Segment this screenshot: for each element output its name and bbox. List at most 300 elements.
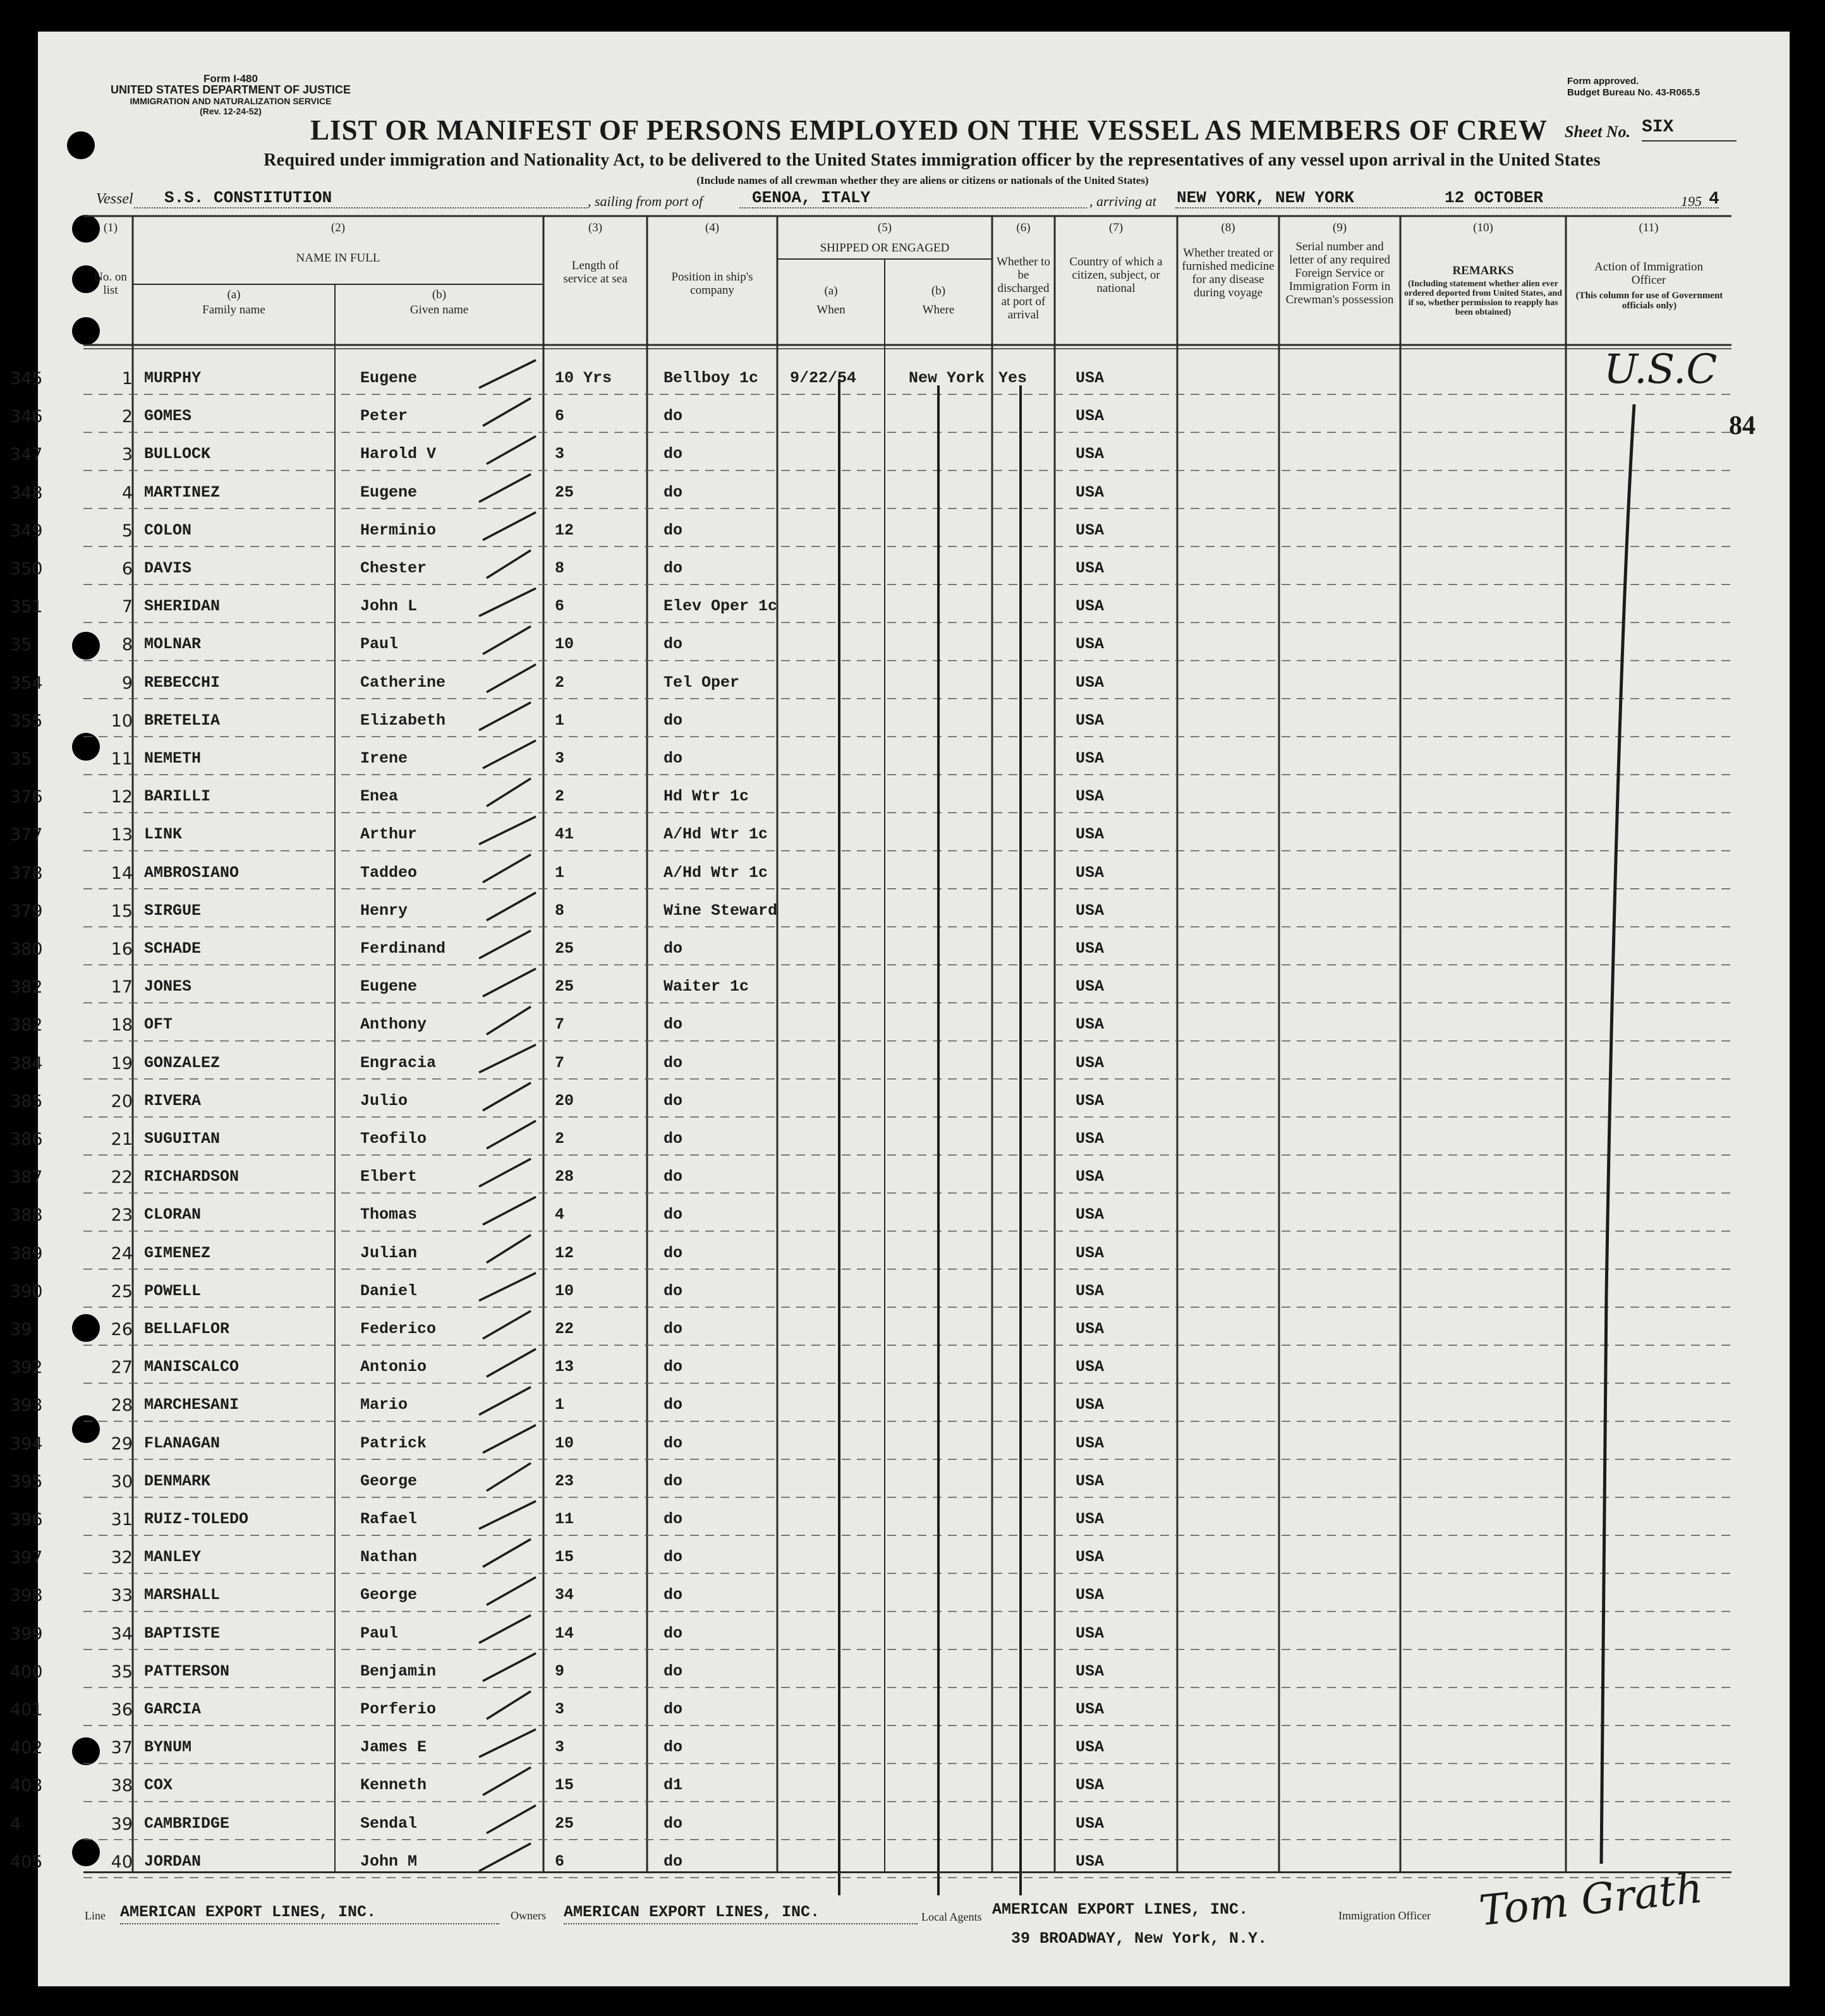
check-mark <box>483 1425 536 1453</box>
country: USA <box>1076 1852 1105 1871</box>
family-name: MOLNAR <box>144 635 202 654</box>
given-name: Paul <box>360 1624 399 1643</box>
row-number: 19 <box>111 1053 133 1073</box>
given-name: Elbert <box>360 1168 418 1186</box>
position: do <box>664 1548 683 1567</box>
col4-number: (4) <box>705 221 720 234</box>
position: A/Hd Wtr 1c <box>664 825 768 844</box>
service-length: 8 <box>555 901 565 920</box>
position: do <box>664 1396 683 1415</box>
line-label: Line <box>85 1909 106 1922</box>
agents-address: 39 BROADWAY, New York, N.Y. <box>1011 1929 1268 1948</box>
family-name: FLANAGAN <box>144 1434 221 1452</box>
form-note: (Include names of all crewman whether they are aliens or citizens or nationals of the United States) <box>696 174 1149 186</box>
service-length: 3 <box>555 1700 565 1718</box>
sailing-label: , sailing from port of <box>588 193 703 209</box>
family-name: PATTERSON <box>144 1662 230 1681</box>
given-name: Catherine <box>360 673 446 692</box>
page-number: 405 <box>10 1852 43 1872</box>
check-mark <box>487 1806 536 1833</box>
col6-number: (6) <box>1016 221 1031 234</box>
family-name: JONES <box>144 977 192 996</box>
check-mark <box>487 1577 536 1605</box>
service-length: 2 <box>555 1130 565 1148</box>
margin-number: 84 <box>1729 411 1755 440</box>
service-length: 12 <box>555 1243 574 1262</box>
check-mark <box>479 1844 531 1871</box>
col10-note: (Including statement whether alien ever ordered deported from United States, and if so, whether permission to reapply has been obtained) <box>1404 279 1562 317</box>
revision: (Rev. 12-24-52) <box>200 106 262 116</box>
col10-label: REMARKS <box>1452 264 1514 277</box>
position: do <box>664 1852 683 1871</box>
page-number: 348 <box>10 483 43 503</box>
row-number: 16 <box>111 939 133 959</box>
country: USA <box>1076 825 1105 844</box>
service-name: IMMIGRATION AND NATURALIZATION SERVICE <box>130 96 332 106</box>
page-number: 403 <box>10 1776 43 1796</box>
col9-label: Serial number and letter of any required Foreign Service or Immigration Form in Crewman's possession <box>1285 240 1394 306</box>
position: Hd Wtr 1c <box>664 787 749 806</box>
country: USA <box>1076 749 1105 768</box>
row-number: 35 <box>111 1662 133 1682</box>
page-number: 389 <box>10 1243 43 1264</box>
position: do <box>664 1168 683 1186</box>
col7-label: Country of which a citizen, subject, or national <box>1069 255 1163 295</box>
position: do <box>664 939 683 958</box>
page-number: 388 <box>10 1205 43 1226</box>
line-value: AMERICAN EXPORT LINES, INC. <box>120 1903 377 1921</box>
page-number: 35 <box>10 749 32 769</box>
row-number: 36 <box>111 1700 133 1720</box>
row-number: 13 <box>111 825 133 845</box>
family-name: REBECCHI <box>144 673 221 692</box>
check-mark <box>483 1539 531 1567</box>
discharged: Yes <box>998 369 1028 387</box>
check-mark <box>483 626 531 654</box>
country: USA <box>1076 673 1105 692</box>
given-name: George <box>360 1586 418 1605</box>
row-number: 27 <box>111 1358 133 1378</box>
given-name: Peter <box>360 407 408 426</box>
country: USA <box>1076 787 1105 806</box>
col11-note: (This column for use of Government officials only) <box>1575 291 1723 311</box>
position: do <box>664 1624 683 1643</box>
family-name: CLORAN <box>144 1205 202 1224</box>
col1-label: No. on list <box>94 270 127 297</box>
given-name: Porferio <box>360 1700 437 1718</box>
position: do <box>664 1205 683 1224</box>
service-length: 25 <box>555 1814 574 1833</box>
country: USA <box>1076 407 1105 426</box>
position: do <box>664 1130 683 1148</box>
position: do <box>664 1586 683 1605</box>
service-length: 15 <box>555 1548 574 1567</box>
given-name: Engracia <box>360 1053 437 1072</box>
row-number: 7 <box>121 597 133 617</box>
row-number: 18 <box>111 1015 133 1035</box>
family-name: GARCIA <box>144 1700 202 1718</box>
service-length: 6 <box>555 407 565 426</box>
row-number: 15 <box>111 901 133 921</box>
check-mark <box>483 512 536 540</box>
country: USA <box>1076 1053 1105 1072</box>
page-number: 393 <box>10 1396 43 1416</box>
check-mark <box>479 360 536 388</box>
country: USA <box>1076 483 1105 502</box>
service-length: 7 <box>555 1015 565 1034</box>
service-length: 28 <box>555 1168 574 1186</box>
given-name: Anthony <box>360 1015 427 1034</box>
given-name: Antonio <box>360 1358 427 1377</box>
check-mark <box>479 931 531 958</box>
country: USA <box>1076 1243 1105 1262</box>
service-length: 3 <box>555 445 565 464</box>
family-name: GIMENEZ <box>144 1243 211 1262</box>
row-number: 12 <box>111 787 133 807</box>
page-number: 379 <box>10 901 43 921</box>
given-name: Elizabeth <box>360 711 446 730</box>
service-length: 6 <box>555 597 565 616</box>
country: USA <box>1076 559 1105 577</box>
col5a-number: (a) <box>824 284 838 298</box>
col3-label: Length of service at sea <box>563 259 628 286</box>
position: do <box>664 1015 683 1034</box>
service-length: 1 <box>555 863 565 882</box>
given-name: Chester <box>360 559 427 577</box>
service-length: 2 <box>555 787 565 806</box>
row-number: 25 <box>111 1281 133 1301</box>
check-mark <box>483 969 536 996</box>
year-prefix: 195 <box>1681 193 1702 209</box>
service-length: 2 <box>555 673 565 692</box>
position: do <box>664 483 683 502</box>
page-number: 382 <box>10 1015 43 1035</box>
page-number: 350 <box>10 559 43 579</box>
country: USA <box>1076 711 1105 730</box>
check-mark <box>483 1311 531 1339</box>
page-number: 376 <box>10 787 43 807</box>
country: USA <box>1076 1168 1105 1186</box>
col5a-label: When <box>816 303 846 317</box>
check-mark <box>487 550 531 578</box>
row-number: 14 <box>111 863 133 883</box>
country: USA <box>1076 1434 1105 1452</box>
family-name: NEMETH <box>144 749 202 768</box>
page-number: 395 <box>10 1471 43 1492</box>
page-number: 380 <box>10 939 43 959</box>
budget-bureau: Budget Bureau No. 43-R065.5 <box>1567 87 1701 98</box>
given-name: Nathan <box>360 1548 418 1567</box>
form-approved: Form approved. <box>1567 76 1639 87</box>
country: USA <box>1076 1015 1105 1034</box>
row-number: 22 <box>111 1168 133 1188</box>
position: do <box>664 1281 683 1300</box>
family-name: BRETELIA <box>144 711 221 730</box>
given-name: Kenneth <box>360 1776 427 1795</box>
given-name: Eugene <box>360 977 418 996</box>
page-number: 387 <box>10 1168 43 1188</box>
position: do <box>664 521 683 540</box>
page-number: 345 <box>10 369 43 389</box>
arrival-port: NEW YORK, NEW YORK <box>1177 188 1354 207</box>
country: USA <box>1076 1586 1105 1605</box>
position: d1 <box>664 1776 683 1795</box>
handwritten-lines <box>38 32 1790 1986</box>
page-number: 384 <box>10 1053 43 1073</box>
page-number: 398 <box>10 1586 43 1606</box>
position: do <box>664 1814 683 1833</box>
given-name: Eugene <box>360 483 418 502</box>
country: USA <box>1076 1358 1105 1377</box>
family-name: MARTINEZ <box>144 483 221 502</box>
action-mark: U.S.C <box>1604 346 1718 393</box>
country: USA <box>1076 1548 1105 1567</box>
page-number: 401 <box>10 1700 43 1720</box>
family-name: DAVIS <box>144 559 192 577</box>
service-length: 4 <box>555 1205 565 1224</box>
page-number: 351 <box>10 597 43 617</box>
service-length: 10 <box>555 1281 574 1300</box>
position: do <box>664 635 683 654</box>
service-length: 14 <box>555 1624 574 1643</box>
shipped-when: 9/22/54 <box>790 369 857 387</box>
form-subtitle: Required under immigration and Nationality Act, to be delivered to the United States immigration officer by the representatives of any vessel upon arrival in the United States <box>264 150 1601 170</box>
family-name: SIRGUE <box>144 901 202 920</box>
check-mark <box>487 436 536 464</box>
col10-number: (10) <box>1473 221 1493 234</box>
sheet-label: Sheet No. <box>1565 123 1630 141</box>
given-name: Patrick <box>360 1434 427 1452</box>
service-length: 20 <box>555 1091 574 1110</box>
col2b-number: (b) <box>432 288 447 301</box>
check-mark <box>483 1653 536 1681</box>
service-length: 10 <box>555 635 574 654</box>
country: USA <box>1076 1662 1105 1681</box>
col11-number: (11) <box>1639 221 1659 234</box>
family-name: MARSHALL <box>144 1586 221 1605</box>
position: do <box>664 559 683 577</box>
family-name: MANISCALCO <box>144 1358 239 1377</box>
check-mark <box>483 855 531 883</box>
col1-number: (1) <box>103 221 118 234</box>
check-mark <box>479 1615 531 1643</box>
position: do <box>664 1662 683 1681</box>
check-mark <box>479 816 536 844</box>
family-name: GOMES <box>144 407 192 426</box>
row-number: 24 <box>111 1243 133 1264</box>
given-name: Teofilo <box>360 1130 427 1148</box>
given-name: John L <box>360 597 418 616</box>
country: USA <box>1076 1776 1105 1795</box>
family-name: BELLAFLOR <box>144 1320 230 1338</box>
service-length: 12 <box>555 521 574 540</box>
row-number: 2 <box>121 407 133 427</box>
row-number: 29 <box>111 1434 133 1454</box>
check-mark <box>479 1729 536 1757</box>
page-number: 349 <box>10 521 43 541</box>
shipped-where: New York <box>909 369 985 387</box>
service-length: 34 <box>555 1586 574 1605</box>
service-length: 10 Yrs <box>555 369 612 387</box>
given-name: James E <box>360 1738 427 1757</box>
col11-label: Action of Immigration Officer <box>1594 260 1704 287</box>
officer-label: Immigration Officer <box>1338 1909 1431 1922</box>
position: do <box>664 1510 683 1528</box>
page-number: 378 <box>10 863 43 883</box>
given-name: Sendal <box>360 1814 418 1833</box>
position: Tel Oper <box>664 673 740 692</box>
service-length: 41 <box>555 825 574 844</box>
check-mark <box>483 398 531 426</box>
service-length: 9 <box>555 1662 565 1681</box>
family-name: COLON <box>144 521 192 540</box>
page-number: 390 <box>10 1281 43 1301</box>
country: USA <box>1076 1738 1105 1757</box>
page-number: 355 <box>10 711 43 731</box>
row-number: 3 <box>121 445 133 465</box>
check-mark <box>483 740 536 768</box>
given-name: Herminio <box>360 521 437 540</box>
form-title: LIST OR MANIFEST OF PERSONS EMPLOYED ON THE VESSEL AS MEMBERS OF CREW <box>310 114 1548 146</box>
page-number: 39 <box>10 1320 32 1339</box>
page-number: 346 <box>10 407 43 427</box>
check-mark <box>479 1501 536 1529</box>
given-name: Mario <box>360 1396 408 1415</box>
row-number: 8 <box>121 635 133 655</box>
col8-label: Whether treated or furnished medicine for any disease during voyage <box>1182 246 1275 299</box>
arrival-date: 12 OCTOBER <box>1445 188 1544 207</box>
service-length: 1 <box>555 711 565 730</box>
col6-label: Whether to be discharged at port of arrival <box>997 255 1050 322</box>
service-length: 13 <box>555 1358 574 1377</box>
col5b-number: (b) <box>931 284 946 298</box>
position: Bellboy 1c <box>664 369 759 387</box>
check-mark <box>483 1767 531 1795</box>
check-mark <box>487 665 536 692</box>
page-number: 385 <box>10 1091 43 1111</box>
country: USA <box>1076 1281 1105 1300</box>
given-name: Taddeo <box>360 863 418 882</box>
position: A/Hd Wtr 1c <box>664 863 768 882</box>
department: UNITED STATES DEPARTMENT OF JUSTICE <box>110 83 351 96</box>
country: USA <box>1076 1510 1105 1528</box>
service-length: 25 <box>555 483 574 502</box>
page-number: 347 <box>10 445 43 465</box>
row-number: 17 <box>111 977 133 998</box>
family-name: DENMARK <box>144 1471 211 1490</box>
family-name: JORDAN <box>144 1852 202 1871</box>
row-number: 28 <box>111 1396 133 1416</box>
check-mark <box>479 1045 536 1073</box>
country: USA <box>1076 901 1105 920</box>
family-name: GONZALEZ <box>144 1053 221 1072</box>
page-number: 402 <box>10 1738 43 1758</box>
officer-signature: Tom Grath <box>1476 1863 1705 1936</box>
row-number: 4 <box>121 483 133 503</box>
row-number: 38 <box>111 1776 133 1796</box>
service-length: 1 <box>555 1396 565 1415</box>
family-name: BYNUM <box>144 1738 192 1757</box>
country: USA <box>1076 445 1105 464</box>
family-name: RUIZ-TOLEDO <box>144 1510 249 1528</box>
country: USA <box>1076 977 1105 996</box>
service-length: 25 <box>555 977 574 996</box>
col5-number: (5) <box>877 221 892 234</box>
check-mark <box>487 1121 536 1149</box>
row-number: 1 <box>121 369 133 389</box>
year-digit: 4 <box>1709 190 1719 209</box>
service-length: 15 <box>555 1776 574 1795</box>
page-number: 399 <box>10 1624 43 1644</box>
row-number: 23 <box>111 1205 133 1226</box>
given-name: Federico <box>360 1320 437 1338</box>
family-name: MANLEY <box>144 1548 202 1567</box>
country: USA <box>1076 1091 1105 1110</box>
row-number: 40 <box>111 1852 133 1872</box>
country: USA <box>1076 1700 1105 1718</box>
page-number: 386 <box>10 1130 43 1149</box>
position: do <box>664 1091 683 1110</box>
col3-number: (3) <box>588 221 603 234</box>
country: USA <box>1076 1396 1105 1415</box>
family-name: MURPHY <box>144 369 202 387</box>
given-name: Irene <box>360 749 408 768</box>
col4-label: Position in ship's company <box>671 270 753 297</box>
given-name: Paul <box>360 635 399 654</box>
family-name: LINK <box>144 825 183 844</box>
col8-number: (8) <box>1221 221 1235 234</box>
check-mark <box>479 474 531 502</box>
agents-value: AMERICAN EXPORT LINES, INC. <box>992 1900 1249 1919</box>
vessel-label: Vessel <box>96 191 133 207</box>
given-name: Henry <box>360 901 408 920</box>
page-number: 377 <box>10 825 43 845</box>
check-mark <box>487 1006 531 1034</box>
family-name: RIVERA <box>144 1091 202 1110</box>
family-name: POWELL <box>144 1281 202 1300</box>
footer-rule <box>83 1871 1731 1873</box>
row-number: 5 <box>121 521 133 541</box>
page-number: 400 <box>10 1662 43 1682</box>
service-length: 3 <box>555 749 565 768</box>
page-number: 354 <box>10 673 43 693</box>
given-name: George <box>360 1471 418 1490</box>
country: USA <box>1076 521 1105 540</box>
page-number: 397 <box>10 1548 43 1568</box>
owners-value: AMERICAN EXPORT LINES, INC. <box>564 1903 820 1921</box>
col2a-label: Family name <box>202 303 265 317</box>
position: do <box>664 1320 683 1338</box>
page-number: 392 <box>10 1358 43 1378</box>
country: USA <box>1076 369 1105 387</box>
row-number: 32 <box>111 1548 133 1568</box>
country: USA <box>1076 1130 1105 1148</box>
position: do <box>664 407 683 426</box>
service-length: 6 <box>555 1852 565 1871</box>
check-mark <box>483 1197 536 1224</box>
family-name: SHERIDAN <box>144 597 221 616</box>
check-mark <box>487 893 536 920</box>
position: do <box>664 1700 683 1718</box>
col2a-number: (a) <box>227 288 241 301</box>
given-name: Thomas <box>360 1205 418 1224</box>
col9-number: (9) <box>1332 221 1347 234</box>
service-length: 8 <box>555 559 565 577</box>
row-number: 11 <box>111 749 133 769</box>
family-name: SCHADE <box>144 939 202 958</box>
country: USA <box>1076 635 1105 654</box>
check-mark <box>483 1083 531 1111</box>
